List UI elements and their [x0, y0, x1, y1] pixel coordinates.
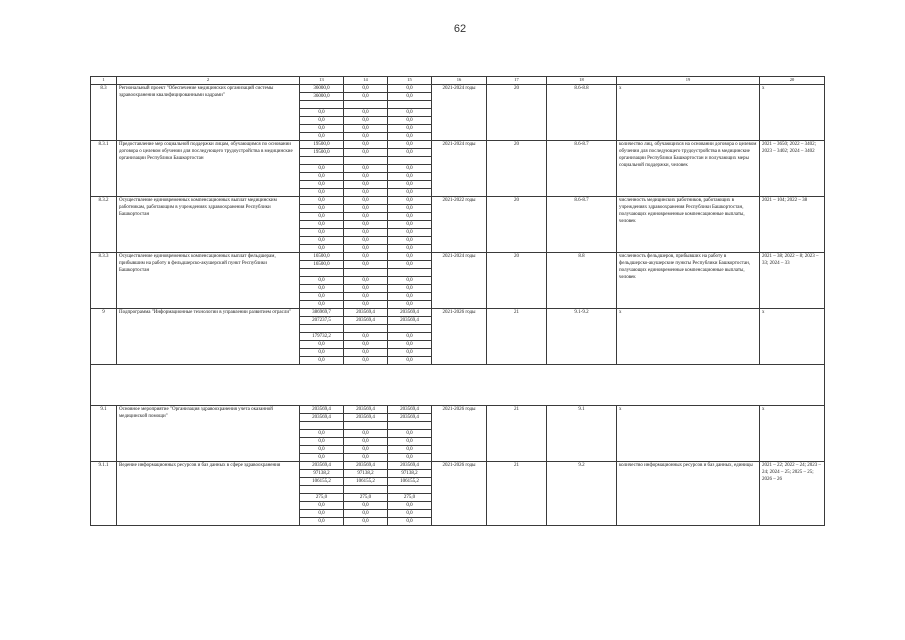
budget-table — [90, 76, 825, 526]
amount-cell: 19500,0 — [300, 149, 344, 157]
row-number: 9 — [91, 309, 117, 365]
amount-cell: 0,0 — [300, 245, 344, 253]
row-number: 9.1.1 — [91, 462, 117, 526]
amount-cell — [388, 325, 432, 333]
target-values-cell: x — [760, 85, 825, 141]
amount-cell: 0,0 — [388, 245, 432, 253]
amount-cell: 0,0 — [388, 438, 432, 446]
row-title: Региональный проект "Обеспечение медицинских организаций системы здравоохранения квалифицированными кадрами" — [117, 85, 300, 141]
amount-cell: 106155,2 — [300, 478, 344, 486]
col18-cell: 8.6-8.8 — [547, 85, 617, 141]
column-number: 13 — [300, 77, 344, 85]
column-number: 2 — [117, 77, 300, 85]
amount-cell: 0,0 — [388, 518, 432, 526]
spacer-cell — [91, 365, 825, 406]
amount-cell: 0,0 — [344, 301, 388, 309]
col17-cell: 20 — [487, 141, 547, 197]
amount-cell — [344, 325, 388, 333]
amount-cell: 0,0 — [388, 189, 432, 197]
amount-cell: 0,0 — [388, 502, 432, 510]
amount-cell: 0,0 — [388, 237, 432, 245]
amount-cell: 203569,4 — [300, 406, 344, 414]
col18-cell: 8.8 — [547, 253, 617, 309]
amount-cell: 0,0 — [344, 341, 388, 349]
amount-cell: 0,0 — [300, 349, 344, 357]
amount-cell: 0,0 — [344, 213, 388, 221]
column-number: 18 — [547, 77, 617, 85]
column-number: 15 — [388, 77, 432, 85]
years-cell: 2021-2026 годы — [432, 462, 487, 526]
amount-cell: 0,0 — [344, 133, 388, 141]
years-cell: 2021-2024 годы — [432, 85, 487, 141]
amount-cell: 0,0 — [344, 149, 388, 157]
amount-cell: 0,0 — [344, 518, 388, 526]
amount-cell: 0,0 — [344, 293, 388, 301]
amount-cell: 0,0 — [300, 502, 344, 510]
amount-cell: 0,0 — [300, 197, 344, 205]
amount-cell: 97138,2 — [344, 470, 388, 478]
amount-cell: 0,0 — [388, 221, 432, 229]
amount-cell: 0,0 — [388, 293, 432, 301]
amount-cell: 0,0 — [388, 357, 432, 365]
row-title: Осуществление единовременных компенсационных выплат фельдшерам, прибывшим на работу в фельдшерско-акушерский пункт Республики Башкортостан — [117, 253, 300, 309]
amount-cell: 0,0 — [388, 165, 432, 173]
amount-cell: 0,0 — [300, 430, 344, 438]
row-number: 8.3.3 — [91, 253, 117, 309]
col17-cell: 21 — [487, 406, 547, 462]
amount-cell: 0,0 — [344, 245, 388, 253]
amount-cell: 203569,4 — [388, 309, 432, 317]
amount-cell — [300, 422, 344, 430]
amount-cell — [300, 486, 344, 494]
years-cell: 2021-2022 годы — [432, 197, 487, 253]
table-row — [91, 141, 825, 149]
amount-cell: 0,0 — [300, 357, 344, 365]
amount-cell: 207237,5 — [300, 317, 344, 325]
amount-cell — [388, 486, 432, 494]
amount-cell: 0,0 — [300, 229, 344, 237]
row-number: 9.1 — [91, 406, 117, 462]
amount-cell: 0,0 — [344, 117, 388, 125]
amount-cell: 203569,4 — [388, 406, 432, 414]
amount-cell: 0,0 — [344, 221, 388, 229]
amount-cell: 0,0 — [300, 181, 344, 189]
column-number: 16 — [432, 77, 487, 85]
target-values-cell: 2021 – 3650; 2022 – 3402; 2023 – 3402; 2024 – 3402 — [760, 141, 825, 197]
column-number: 1 — [91, 77, 117, 85]
amount-cell: 0,0 — [388, 333, 432, 341]
amount-cell: 0,0 — [300, 237, 344, 245]
indicator-cell: количество информационных ресурсов и баз данных, единицы — [617, 462, 760, 526]
column-number: 20 — [760, 77, 825, 85]
amount-cell: 0,0 — [388, 229, 432, 237]
col17-cell: 21 — [487, 309, 547, 365]
amount-cell: 97138,2 — [388, 470, 432, 478]
amount-cell: 0,0 — [388, 253, 432, 261]
amount-cell: 0,0 — [344, 205, 388, 213]
amount-cell: 19500,0 — [300, 141, 344, 149]
amount-cell: 0,0 — [300, 285, 344, 293]
amount-cell: 0,0 — [344, 197, 388, 205]
amount-cell: 0,0 — [300, 109, 344, 117]
years-cell: 2021-2026 годы — [432, 406, 487, 462]
amount-cell: 0,0 — [344, 261, 388, 269]
amount-cell: 203569,4 — [388, 317, 432, 325]
amount-cell: 203569,4 — [300, 462, 344, 470]
amount-cell: 16500,0 — [300, 253, 344, 261]
amount-cell: 0,0 — [300, 213, 344, 221]
table-row — [91, 85, 825, 93]
amount-cell: 0,0 — [344, 237, 388, 245]
amount-cell: 0,0 — [388, 141, 432, 149]
col17-cell: 21 — [487, 462, 547, 526]
amount-cell: 0,0 — [300, 438, 344, 446]
row-number: 8.3.1 — [91, 141, 117, 197]
amount-cell: 0,0 — [388, 149, 432, 157]
col18-cell: 8.6-8.7 — [547, 141, 617, 197]
amount-cell: 0,0 — [388, 510, 432, 518]
col17-cell: 20 — [487, 253, 547, 309]
years-cell: 2021-2024 годы — [432, 253, 487, 309]
amount-cell — [300, 101, 344, 109]
amount-cell: 0,0 — [388, 341, 432, 349]
amount-cell: 0,0 — [344, 446, 388, 454]
amount-cell: 0,0 — [300, 189, 344, 197]
amount-cell: 0,0 — [388, 205, 432, 213]
amount-cell: 0,0 — [300, 125, 344, 133]
amount-cell: 0,0 — [300, 277, 344, 285]
row-title: Осуществление единовременных компенсационных выплат медицинским работникам, работающим в учреждениях здравоохранения Республики Башкортостан — [117, 197, 300, 253]
amount-cell: 203569,4 — [344, 462, 388, 470]
amount-cell: 0,0 — [300, 518, 344, 526]
amount-cell: 0,0 — [344, 285, 388, 293]
col17-cell: 20 — [487, 197, 547, 253]
amount-cell: 0,0 — [388, 93, 432, 101]
amount-cell — [344, 101, 388, 109]
amount-cell: 0,0 — [300, 446, 344, 454]
amount-cell: 0,0 — [344, 349, 388, 357]
target-values-cell: 2021 – 22; 2022 – 24; 2023 – 24; 2024 – 25; 2025 – 25; 2026 – 26 — [760, 462, 825, 526]
amount-cell: 0,0 — [300, 510, 344, 518]
amount-cell: 203569,4 — [344, 309, 388, 317]
amount-cell: 275,0 — [344, 494, 388, 502]
amount-cell: 0,0 — [388, 454, 432, 462]
indicator-cell: численность медицинских работников, работающих в учреждениях здравоохранения Республики Башкортостан, получающих единовременные компенсационные выплаты, человек — [617, 197, 760, 253]
amount-cell: 0,0 — [388, 85, 432, 93]
amount-cell: 0,0 — [388, 181, 432, 189]
indicator-cell: x — [617, 406, 760, 462]
amount-cell: 0,0 — [388, 349, 432, 357]
table-row — [91, 309, 825, 317]
amount-cell: 0,0 — [388, 285, 432, 293]
row-title: Подпрограмма "Информационные технологии в управлении развитием отрасли" — [117, 309, 300, 365]
spacer-row — [91, 365, 825, 406]
amount-cell — [388, 101, 432, 109]
amount-cell: 0,0 — [344, 277, 388, 285]
amount-cell: 0,0 — [388, 197, 432, 205]
table-row — [91, 253, 825, 261]
amount-cell — [344, 422, 388, 430]
amount-cell: 275,0 — [388, 494, 432, 502]
target-values-cell: 2021 – 38; 2022 – 8; 2023 – 33; 2024 – 33 — [760, 253, 825, 309]
indicator-cell: x — [617, 309, 760, 365]
target-values-cell: 2021 – 104; 2022 – 38 — [760, 197, 825, 253]
amount-cell — [300, 269, 344, 277]
amount-cell: 36000,0 — [300, 93, 344, 101]
amount-cell: 0,0 — [344, 438, 388, 446]
amount-cell — [344, 486, 388, 494]
amount-cell: 203569,4 — [300, 414, 344, 422]
amount-cell: 0,0 — [344, 109, 388, 117]
amount-cell: 0,0 — [388, 261, 432, 269]
page-number: 62 — [453, 23, 467, 35]
amount-cell: 0,0 — [300, 454, 344, 462]
amount-cell: 0,0 — [388, 109, 432, 117]
amount-cell: 275,0 — [300, 494, 344, 502]
col18-cell: 9.2 — [547, 462, 617, 526]
amount-cell — [344, 269, 388, 277]
amount-cell: 0,0 — [344, 165, 388, 173]
amount-cell: 106155,2 — [344, 478, 388, 486]
amount-cell — [300, 157, 344, 165]
column-number-row — [91, 77, 825, 85]
amount-cell: 0,0 — [300, 173, 344, 181]
amount-cell: 0,0 — [388, 173, 432, 181]
amount-cell: 0,0 — [344, 85, 388, 93]
row-number: 8.3 — [91, 85, 117, 141]
amount-cell: 0,0 — [388, 430, 432, 438]
target-values-cell: x — [760, 309, 825, 365]
amount-cell: 0,0 — [344, 502, 388, 510]
amount-cell: 0,0 — [344, 93, 388, 101]
amount-cell: 203569,4 — [344, 406, 388, 414]
amount-cell — [300, 325, 344, 333]
amount-cell: 0,0 — [344, 125, 388, 133]
amount-cell: 0,0 — [344, 430, 388, 438]
amount-cell: 0,0 — [388, 446, 432, 454]
amount-cell: 0,0 — [344, 253, 388, 261]
amount-cell: 36000,0 — [300, 85, 344, 93]
amount-cell: 0,0 — [344, 141, 388, 149]
amount-cell: 386969,7 — [300, 309, 344, 317]
table-row — [91, 406, 825, 414]
amount-cell: 179732,2 — [300, 333, 344, 341]
amount-cell: 0,0 — [344, 454, 388, 462]
amount-cell: 106155,2 — [388, 478, 432, 486]
amount-cell: 203569,4 — [344, 414, 388, 422]
table-row — [91, 462, 825, 470]
amount-cell: 0,0 — [388, 277, 432, 285]
amount-cell: 0,0 — [300, 117, 344, 125]
years-cell: 2021-2024 годы — [432, 141, 487, 197]
col17-cell: 20 — [487, 85, 547, 141]
col18-cell: 9.1 — [547, 406, 617, 462]
amount-cell: 0,0 — [388, 213, 432, 221]
col18-cell: 9.1-9.2 — [547, 309, 617, 365]
indicator-cell: количество лиц, обучающихся на основании договора о целевом обучении для последующего трудоустройства в медицинские организации Республики Башкортостан и получающих меры социальной поддержки, человек — [617, 141, 760, 197]
amount-cell: 0,0 — [300, 301, 344, 309]
amount-cell: 0,0 — [344, 357, 388, 365]
amount-cell — [388, 422, 432, 430]
amount-cell: 0,0 — [344, 189, 388, 197]
amount-cell — [388, 269, 432, 277]
amount-cell: 0,0 — [344, 173, 388, 181]
column-number: 19 — [617, 77, 760, 85]
row-number: 8.3.2 — [91, 197, 117, 253]
amount-cell: 0,0 — [344, 229, 388, 237]
amount-cell: 0,0 — [300, 341, 344, 349]
amount-cell: 0,0 — [300, 221, 344, 229]
indicator-cell: численность фельдшеров, прибывших на работу в фельдшерско-акушерские пункты Республики Башкортостан, получающих единовременные компенсационные выплаты, человек — [617, 253, 760, 309]
amount-cell: 203569,4 — [388, 462, 432, 470]
amount-cell: 0,0 — [344, 181, 388, 189]
amount-cell: 0,0 — [300, 133, 344, 141]
amount-cell: 0,0 — [344, 510, 388, 518]
target-values-cell: x — [760, 406, 825, 462]
column-number: 17 — [487, 77, 547, 85]
indicator-cell: x — [617, 85, 760, 141]
row-title: Основное мероприятие "Организация здравоохранения учета оказанной медицинской помощи" — [117, 406, 300, 462]
amount-cell: 0,0 — [300, 165, 344, 173]
amount-cell: 0,0 — [300, 293, 344, 301]
amount-cell: 97138,2 — [300, 470, 344, 478]
amount-cell: 0,0 — [388, 133, 432, 141]
amount-cell: 0,0 — [344, 333, 388, 341]
amount-cell: 203569,4 — [388, 414, 432, 422]
amount-cell: 0,0 — [300, 205, 344, 213]
amount-cell — [388, 157, 432, 165]
years-cell: 2021-2026 годы — [432, 309, 487, 365]
row-title: Предоставление мер социальной поддержки лицам, обучающимся по основании договора о целевом обучении для последующего трудоустройства в медицинские организации Республики Башкортостан — [117, 141, 300, 197]
amount-cell — [344, 157, 388, 165]
amount-cell: 0,0 — [388, 301, 432, 309]
column-number: 14 — [344, 77, 388, 85]
amount-cell: 0,0 — [388, 117, 432, 125]
row-title: Ведение информационных ресурсов и баз данных в сфере здравоохранения — [117, 462, 300, 526]
col18-cell: 8.6-8.7 — [547, 197, 617, 253]
amount-cell: 0,0 — [388, 125, 432, 133]
table-row — [91, 197, 825, 205]
amount-cell: 16500,0 — [300, 261, 344, 269]
amount-cell: 203569,4 — [344, 317, 388, 325]
